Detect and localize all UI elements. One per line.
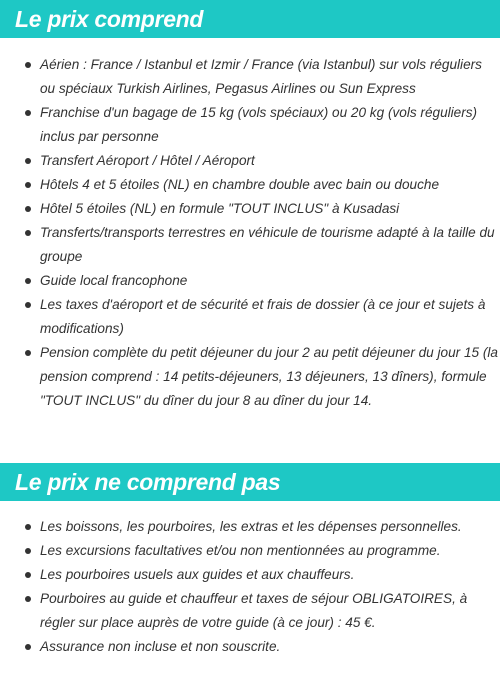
list-item-text: Hôtels 4 et 5 étoiles (NL) en chambre double avec bain ou douche xyxy=(40,177,439,192)
section-header-included xyxy=(0,0,500,38)
list-item-text: Les taxes d'aéroport et de sécurité et frais de dossier (à ce jour et sujets à modifications) xyxy=(40,297,486,336)
list-item xyxy=(0,515,500,539)
excluded-list xyxy=(0,515,500,659)
list-item xyxy=(0,221,500,269)
list-item-text: Les pourboires usuels aux guides et aux chauffeurs. xyxy=(40,567,355,582)
bullet-icon xyxy=(25,572,31,578)
list-item-text: Franchise d'un bagage de 15 kg (vols spéciaux) ou 20 kg (vols réguliers) inclus par personne xyxy=(40,105,478,144)
list-item xyxy=(0,587,500,635)
included-list xyxy=(0,53,500,413)
section-header-excluded xyxy=(0,463,500,501)
list-item xyxy=(0,539,500,563)
bullet-icon xyxy=(25,206,31,212)
list-item xyxy=(0,149,500,173)
list-item-text: Transferts/transports terrestres en véhicule de tourisme adapté à la taille du groupe xyxy=(40,225,495,264)
list-item xyxy=(0,635,500,659)
bullet-icon xyxy=(25,302,31,308)
bullet-icon xyxy=(25,350,31,356)
list-item xyxy=(0,53,500,101)
list-item-text: Les excursions facultatives et/ou non mentionnées au programme. xyxy=(40,543,441,558)
list-item-text: Hôtel 5 étoiles (NL) en formule "TOUT INCLUS" à Kusadasi xyxy=(40,201,400,216)
bullet-icon xyxy=(25,158,31,164)
bullet-icon xyxy=(25,230,31,236)
list-item-text: Les boissons, les pourboires, les extras et les dépenses personnelles. xyxy=(40,519,462,534)
list-item xyxy=(0,197,500,221)
list-item-text: Pension complète du petit déjeuner du jour 2 au petit déjeuner du jour 15 (la pension comprend : 14 petits-déjeuners, 13 déjeuners, 13 dîners), formule "TOUT INCLUS" du dîner du jour 8 au dîner du jour 14. xyxy=(40,345,498,408)
bullet-icon xyxy=(25,524,31,530)
list-item xyxy=(0,269,500,293)
list-item-text: Aérien : France / Istanbul et Izmir / France (via Istanbul) sur vols réguliers ou spéciaux Turkish Airlines, Pegasus Airlines ou Sun Express xyxy=(40,57,482,96)
bullet-icon xyxy=(25,110,31,116)
section-title-included: Le prix comprend xyxy=(15,6,204,32)
list-item-text: Guide local francophone xyxy=(40,273,188,288)
list-item xyxy=(0,101,500,149)
list-item-text: Transfert Aéroport / Hôtel / Aéroport xyxy=(40,153,255,168)
list-item xyxy=(0,293,500,341)
bullet-icon xyxy=(25,278,31,284)
bullet-icon xyxy=(25,182,31,188)
list-item-text: Assurance non incluse et non souscrite. xyxy=(40,639,281,654)
list-item xyxy=(0,341,500,413)
list-item xyxy=(0,173,500,197)
list-item-text: Pourboires au guide et chauffeur et taxes de séjour OBLIGATOIRES, à régler sur place auprès de votre guide (à ce jour) : 45 €. xyxy=(40,591,468,630)
list-item xyxy=(0,563,500,587)
bullet-icon xyxy=(25,62,31,68)
bullet-icon xyxy=(25,596,31,602)
bullet-icon xyxy=(25,548,31,554)
section-title-excluded: Le prix ne comprend pas xyxy=(15,469,281,495)
bullet-icon xyxy=(25,644,31,650)
